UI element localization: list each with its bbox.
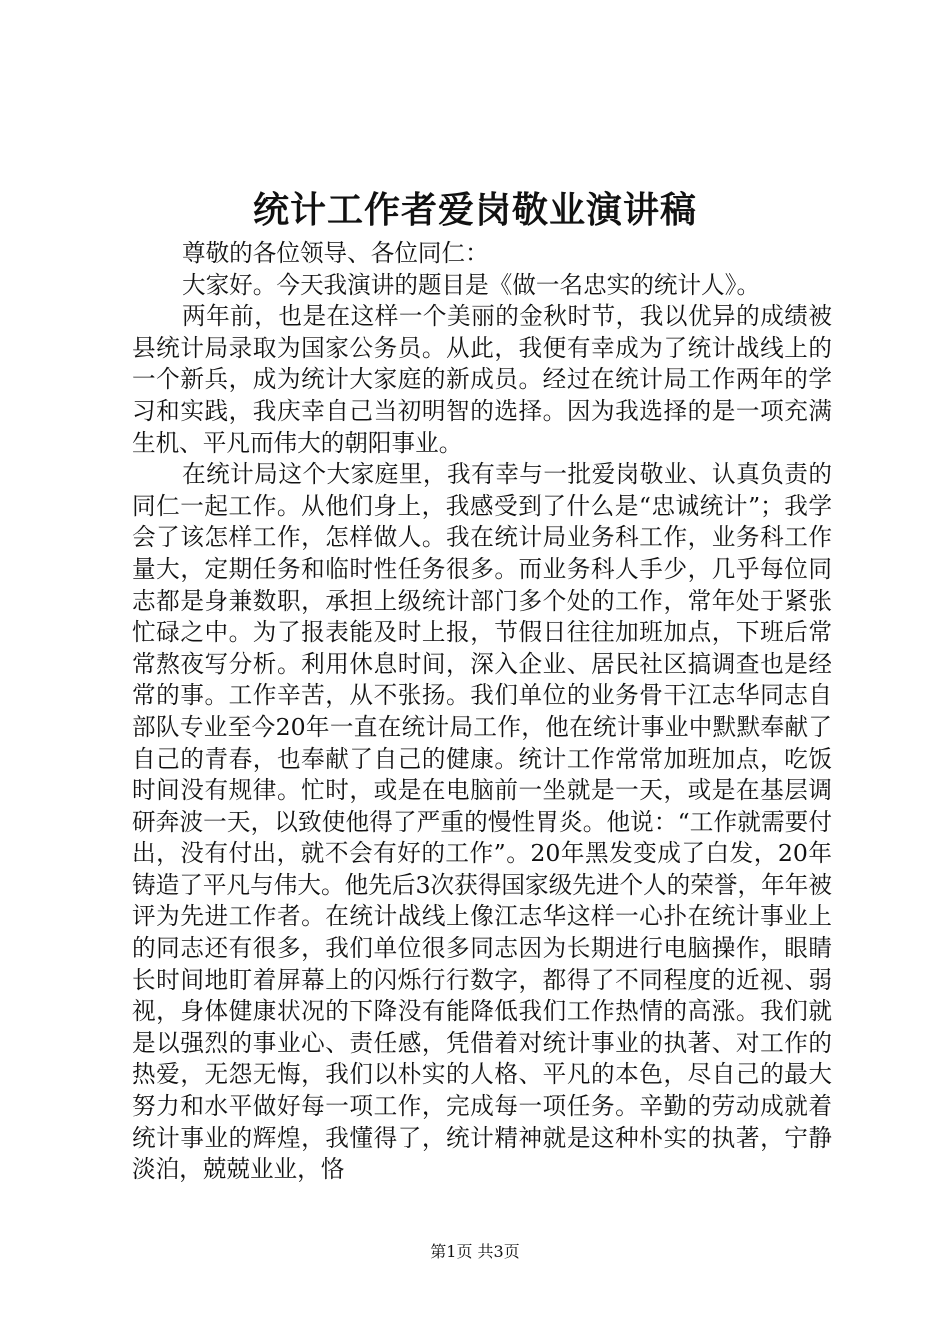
salutation-paragraph: 尊敬的各位领导、各位同仁： [182,239,489,267]
document-body [132,238,832,1186]
body-paragraph: 两年前，也是在这样一个美丽的金秋时节，我以优异的成绩被县统计局录取为国家公务员。从此，我便有幸成为了统计战线上的一个新兵，成为统计大家庭的新成员。经过在统计局工作两年的学习和实践，我庆幸自己当初明智的选择。因为我选择的是一项充满生机、平凡而伟大的朝阳事业。 [132,302,832,457]
greeting-paragraph: 大家好。今天我演讲的题目是《做一名忠实的统计人》。 [182,270,761,299]
page-number-footer: 第1页 共3页 [430,1242,520,1261]
document-title: 统计工作者爱岗敬业演讲稿 [252,189,697,231]
body-paragraph: 在统计局这个大家庭里，我有幸与一批爱岗敬业、认真负责的同仁一起工作。从他们身上，我感受到了什么是“忠诚统计”；我学会了该怎样工作，怎样做人。我在统计局业务科工作，业务科工作量大，定期任务和临时性任务很多。而业务科人手少，几乎每位同志都是身兼数职，承担上级统计部门多个处的工作，常年处于紧张忙碌之中。为了报表能及时上报，节假日往往加班加点，下班后常常熬夜写分析。利用休息时间，深入企业、居民社区搞调查也是经常的事。工作辛苦，从不张扬。我们单位的业务骨干江志华同志自部队专业至今20年一直在统计局工作，他在统计事业中默默奉献了自己的青春，也奉献了自己的健康。统计工作常常加班加点，吃饭时间没有规律。忙时，或是在电脑前一坐就是一天，或是在基层调研奔波一天，以致使他得了严重的慢性胃炎。他说：“工作就需要付出，没有付出，就不会有好的工作”。20年黑发变成了白发，20年铸造了平凡与伟大。他先后3次获得国家级先进个人的荣誉，年年被评为先进工作者。在统计战线上像江志华这样一心扑在统计事业上的同志还有很多，我们单位很多同志因为长期进行电脑操作，眼睛长时间地盯着屏幕上的闪烁行行数字，都得了不同程度的近视、弱视，身体健康状况的下降没有能降低我们工作热情的高涨。我们就是以强烈的事业心、责任感，凭借着对统计事业的执著、对工作的热爱，无怨无悔，我们以朴实的人格、平凡的本色，尽自己的最大努力和水平做好每一项工作，完成每一项任务。辛勤的劳动成就着统计事业的辉煌，我懂得了，统计精神就是这种朴实的执著，宁静淡泊，兢兢业业，恪 [132,460,832,1184]
